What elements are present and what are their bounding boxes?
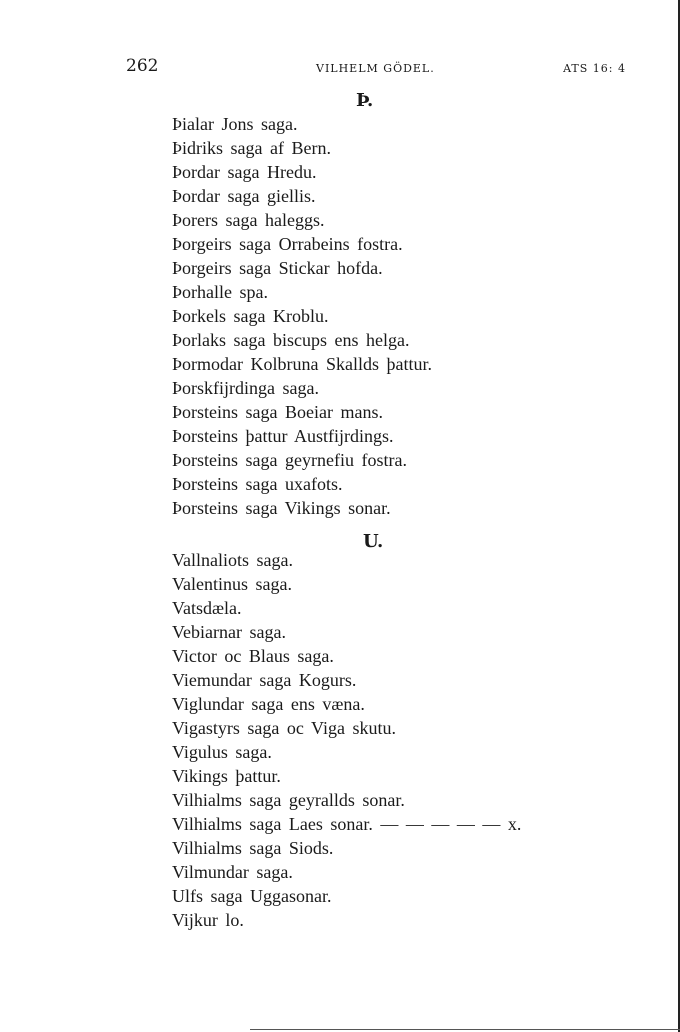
list-item: Vatsdæla. [172, 598, 242, 618]
list-item: Ulfs saga Uggasonar. [172, 886, 332, 906]
list-item: Vilhialms saga geyrallds sonar. [172, 790, 405, 810]
list-item: Vigulus saga. [172, 742, 272, 762]
list-item: Vilmundar saga. [172, 862, 293, 882]
running-title: VILHELM GÖDEL. [316, 62, 435, 75]
page-header [126, 56, 626, 80]
list-item: Þorgeirs saga Stickar hofda. [172, 258, 383, 278]
list-item: Þorhalle spa. [172, 282, 268, 302]
list-item: Þorgeirs saga Orrabeins fostra. [172, 234, 403, 254]
list-item: Vallnaliots saga. [172, 550, 293, 570]
list-item: Þorsteins saga uxafots. [172, 474, 343, 494]
list-item: Þorsteins saga Boeiar mans. [172, 402, 383, 422]
list-item: Þordar saga Hredu. [172, 162, 317, 182]
list-item: Þorlaks saga biscups ens helga. [172, 330, 410, 350]
list-item: Vikings þattur. [172, 766, 281, 786]
list-item: Þordar saga giellis. [172, 186, 316, 206]
list-item: Viglundar saga ens væna. [172, 694, 365, 714]
list-item: Valentinus saga. [172, 574, 292, 594]
section-heading-thorn: Þ. [356, 90, 374, 111]
list-item: Þialar Jons saga. [172, 114, 298, 134]
list-item: Vebiarnar saga. [172, 622, 286, 642]
list-item: Vilhialms saga Laes sonar. — — — — — x. [172, 814, 522, 834]
entry-list-u [172, 548, 521, 932]
list-item: Þorkels saga Kroblu. [172, 306, 329, 326]
list-item: Þormodar Kolbruna Skallds þattur. [172, 354, 432, 374]
list-item: Viemundar saga Kogurs. [172, 670, 357, 690]
list-item: Þorers saga haleggs. [172, 210, 325, 230]
signature-mark: ATS 16: 4 [563, 62, 626, 75]
list-item: Þorskfijrdinga saga. [172, 378, 319, 398]
list-item: Þidriks saga af Bern. [172, 138, 331, 158]
list-item: Vilhialms saga Siods. [172, 838, 334, 858]
list-item: Þorsteins saga Vikings sonar. [172, 498, 391, 518]
entry-list-thorn [172, 112, 432, 520]
list-item: Vigastyrs saga oc Viga skutu. [172, 718, 396, 738]
list-item: Vijkur lo. [172, 910, 244, 930]
list-item: Þorsteins saga geyrnefiu fostra. [172, 450, 407, 470]
list-item: Þorsteins þattur Austfijrdings. [172, 426, 394, 446]
page-number: 262 [126, 56, 159, 76]
list-item: Victor oc Blaus saga. [172, 646, 334, 666]
page-edge-bottom [250, 1029, 680, 1030]
section-heading-u: U. [363, 531, 384, 552]
